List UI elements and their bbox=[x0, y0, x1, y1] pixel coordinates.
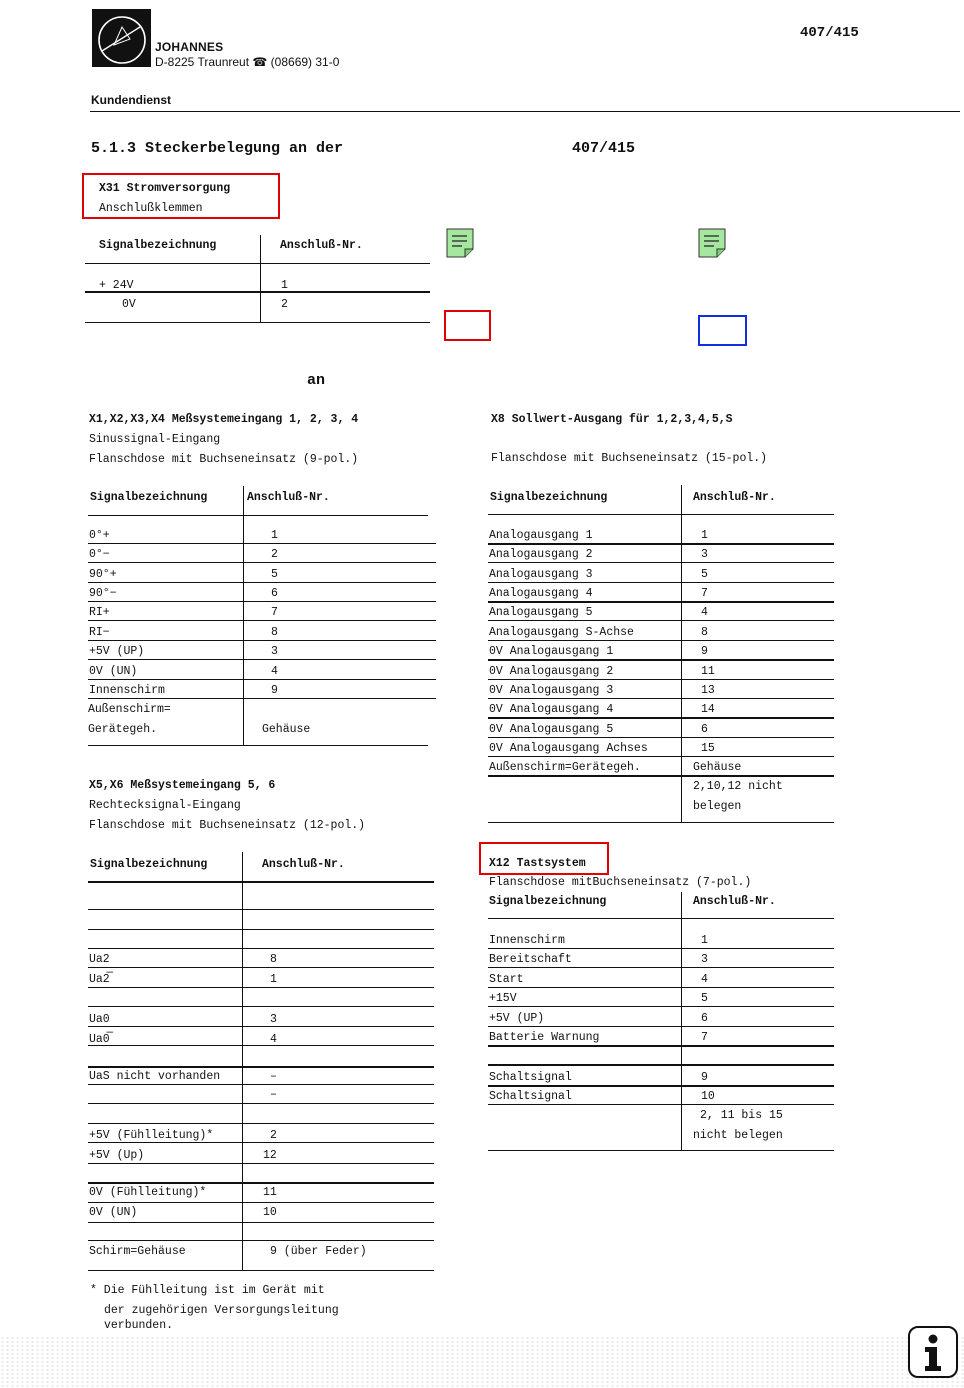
x8-rule bbox=[488, 601, 834, 603]
x8-rule bbox=[488, 775, 834, 777]
x8-rule bbox=[488, 582, 834, 583]
x31-column-divider bbox=[260, 235, 261, 323]
department-label: Kundendienst bbox=[91, 93, 171, 107]
x8-connector: Flanschdose mit Buchseneinsatz (15-pol.) bbox=[491, 452, 768, 465]
x8-row-pin: 8 bbox=[701, 626, 708, 639]
x5-rule bbox=[88, 1123, 434, 1124]
note-icon[interactable] bbox=[698, 228, 726, 258]
x1-rule bbox=[88, 582, 436, 583]
x5-row-signal: 0V (Fühlleitung)* bbox=[89, 1186, 207, 1199]
x8-rule bbox=[488, 659, 834, 661]
x1-row-signal: 90°− bbox=[89, 587, 117, 600]
note-icon[interactable] bbox=[446, 228, 474, 258]
x8-row-signal: Analogausgang S-Achse bbox=[489, 626, 634, 639]
x8-column-divider bbox=[681, 485, 682, 823]
x1-row-signal: 0V (UN) bbox=[89, 665, 138, 678]
x8-rule bbox=[488, 640, 834, 641]
x5-row-pin: 8 bbox=[270, 953, 277, 966]
x5-row-pin: 3 bbox=[270, 1013, 277, 1026]
x5-footnote: * Die Fühlleitung ist im Gerät mit bbox=[90, 1284, 325, 1297]
x5-row-pin: 12 bbox=[263, 1149, 277, 1162]
x5-col-pin: Anschluß-Nr. bbox=[262, 858, 345, 871]
x8-row-signal: Außenschirm=Gerätegeh. bbox=[489, 761, 641, 774]
x12-col-signal: Signalbezeichnung bbox=[489, 895, 607, 908]
x1-row-signal: 90°+ bbox=[89, 568, 117, 581]
x8-rule bbox=[488, 756, 834, 757]
x8-row-pin: 5 bbox=[701, 568, 708, 581]
x12-rule bbox=[488, 1026, 834, 1027]
x5-row-signal: Ua0̅ bbox=[89, 1033, 110, 1046]
x12-col-pin: Anschluß-Nr. bbox=[693, 895, 776, 908]
x1-rule bbox=[88, 601, 436, 602]
x5-column-divider bbox=[242, 852, 243, 1270]
x1-row-pin: 2 bbox=[271, 548, 278, 561]
x12-rule bbox=[488, 1150, 834, 1151]
x12-rule bbox=[488, 918, 834, 919]
stray-text: an bbox=[307, 372, 326, 389]
red-annotation-box[interactable] bbox=[444, 310, 491, 341]
x1-row-pin: 9 bbox=[271, 684, 278, 697]
x8-rule bbox=[488, 698, 834, 699]
x8-rule bbox=[488, 822, 834, 823]
x8-note: belegen bbox=[693, 800, 742, 813]
x8-row-signal: 0V Analogausgang 3 bbox=[489, 684, 614, 697]
x12-rule bbox=[488, 948, 834, 949]
x1-rule bbox=[88, 543, 436, 544]
x12-connector: Flanschdose mitBuchseneinsatz (7-pol.) bbox=[489, 876, 752, 889]
x5-rule bbox=[88, 1045, 434, 1046]
blue-annotation-box[interactable] bbox=[698, 315, 747, 346]
x1-rule bbox=[88, 698, 436, 699]
x8-row-signal: 0V Analogausgang 2 bbox=[489, 665, 614, 678]
x12-row-signal: Schaltsignal bbox=[489, 1071, 572, 1084]
x12-row-pin: 4 bbox=[701, 973, 708, 986]
x1-row-signal: RI+ bbox=[89, 606, 110, 619]
x12-row-signal: Bereitschaft bbox=[489, 953, 572, 966]
x8-row-pin: 11 bbox=[701, 665, 715, 678]
x12-rule bbox=[488, 1104, 834, 1105]
x12-rule bbox=[488, 1085, 834, 1087]
x8-row-signal: Analogausgang 4 bbox=[489, 587, 593, 600]
x8-row-signal: 0V Analogausgang 1 bbox=[489, 645, 614, 658]
x5-subtitle: Rechtecksignal-Eingang bbox=[89, 799, 241, 812]
x1-row-signal: 0°− bbox=[89, 548, 110, 561]
x5-row-signal: Schirm=Gehäuse bbox=[89, 1245, 186, 1258]
x5-title: X5,X6 Meßsystemeingang 5, 6 bbox=[89, 779, 276, 792]
x5-rule bbox=[88, 1103, 434, 1104]
x8-row-pin: 14 bbox=[701, 703, 715, 716]
x8-col-pin: Anschluß-Nr. bbox=[693, 491, 776, 504]
x5-row-pin: 9 (über Feder) bbox=[270, 1245, 367, 1258]
company-logo bbox=[92, 9, 151, 67]
x5-rule bbox=[88, 1006, 434, 1007]
x12-row-pin: 1 bbox=[701, 934, 708, 947]
x5-row-pin: 4 bbox=[270, 1033, 277, 1046]
x5-rule bbox=[88, 929, 434, 930]
x1-row-signal: RI− bbox=[89, 626, 110, 639]
x5-footnote: der zugehörigen Versorgungsleitung bbox=[104, 1304, 339, 1317]
x8-rule bbox=[488, 679, 834, 680]
x5-row-signal: Ua2 bbox=[89, 953, 110, 966]
x8-rule bbox=[488, 543, 834, 545]
section-model: 407/415 bbox=[572, 140, 636, 157]
x12-rule bbox=[488, 1006, 834, 1007]
x31-rule bbox=[85, 291, 430, 293]
x5-rule bbox=[88, 881, 434, 883]
x1-row-signal: Innenschirm bbox=[89, 684, 165, 697]
x12-column-divider bbox=[681, 892, 682, 1150]
x12-row-pin: 3 bbox=[701, 953, 708, 966]
x12-row-pin: 9 bbox=[701, 1071, 708, 1084]
x5-row-signal: 0V (UN) bbox=[89, 1206, 138, 1219]
x1-row-signal: +5V (UP) bbox=[89, 645, 145, 658]
x8-row-signal: Analogausgang 5 bbox=[489, 606, 593, 619]
x5-rule bbox=[88, 948, 434, 949]
x8-rule bbox=[488, 737, 834, 738]
x12-rule bbox=[488, 1045, 834, 1047]
x8-row-pin: 15 bbox=[701, 742, 715, 755]
x5-row-pin: 2 bbox=[270, 1129, 277, 1142]
x12-row-signal: +15V bbox=[489, 992, 517, 1005]
section-title: 5.1.3 Steckerbelegung an der bbox=[91, 140, 344, 157]
x31-title: X31 Stromversorgung bbox=[99, 182, 231, 195]
x1-col-signal: Signalbezeichnung bbox=[90, 491, 208, 504]
x5-col-signal: Signalbezeichnung bbox=[90, 858, 208, 871]
x5-row-pin: 1 bbox=[270, 973, 277, 986]
x5-row-pin: 10 bbox=[263, 1206, 277, 1219]
x1-rule bbox=[88, 679, 436, 680]
x5-row-signal: Ua0 bbox=[89, 1013, 110, 1026]
x8-row-signal: Analogausgang 3 bbox=[489, 568, 593, 581]
header-divider bbox=[90, 111, 960, 112]
x12-row-signal: Batterie Warnung bbox=[489, 1031, 600, 1044]
info-icon[interactable] bbox=[908, 1326, 958, 1378]
x1-row-pin: 5 bbox=[271, 568, 278, 581]
x1-title: X1,X2,X3,X4 Meßsystemeingang 1, 2, 3, 4 bbox=[89, 413, 359, 426]
x5-rule bbox=[88, 1202, 434, 1203]
x12-row-pin: 6 bbox=[701, 1012, 708, 1025]
x8-row-signal: Analogausgang 1 bbox=[489, 529, 593, 542]
x8-row-signal: 0V Analogausgang 4 bbox=[489, 703, 614, 716]
x1-row-pin: 7 bbox=[271, 606, 278, 619]
x12-row-pin: 10 bbox=[701, 1090, 715, 1103]
x1-row-pin: 4 bbox=[271, 665, 278, 678]
x8-rule bbox=[488, 562, 834, 563]
x12-row-signal: Innenschirm bbox=[489, 934, 565, 947]
x12-note: 2, 11 bis 15 bbox=[700, 1109, 783, 1122]
x8-row-pin: 3 bbox=[701, 548, 708, 561]
x12-row-signal: Schaltsignal bbox=[489, 1090, 572, 1103]
x5-rule bbox=[88, 1240, 434, 1241]
company-name: JOHANNES bbox=[155, 40, 224, 54]
x31-subtitle: Anschlußklemmen bbox=[99, 202, 203, 215]
x8-row-pin: 9 bbox=[701, 645, 708, 658]
x1-row-signal: Gerätegeh. bbox=[88, 723, 158, 736]
x31-row-pin: 2 bbox=[281, 298, 288, 311]
x5-row-signal: +5V (Up) bbox=[89, 1149, 145, 1162]
x8-row-pin: 7 bbox=[701, 587, 708, 600]
x5-row-pin: – bbox=[270, 1070, 277, 1083]
x12-row-signal: Start bbox=[489, 973, 524, 986]
x1-rule bbox=[88, 515, 428, 516]
x1-connector: Flanschdose mit Buchseneinsatz (9-pol.) bbox=[89, 453, 359, 466]
x8-row-pin: Gehäuse bbox=[693, 761, 742, 774]
x8-note: 2,10,12 nicht bbox=[693, 780, 783, 793]
x5-rule bbox=[88, 1066, 434, 1068]
x1-subtitle: Sinussignal-Eingang bbox=[89, 433, 221, 446]
x12-row-signal: +5V (UP) bbox=[489, 1012, 545, 1025]
x8-col-signal: Signalbezeichnung bbox=[490, 491, 608, 504]
x5-rule bbox=[88, 1084, 434, 1085]
x8-row-signal: 0V Analogausgang Achses bbox=[489, 742, 648, 755]
x12-note: nicht belegen bbox=[693, 1129, 783, 1142]
x12-rule bbox=[488, 987, 834, 988]
x1-column-divider bbox=[243, 486, 244, 746]
x5-row-signal: UaS nicht vorhanden bbox=[89, 1070, 221, 1083]
x8-title: X8 Sollwert-Ausgang für 1,2,3,4,5,S bbox=[491, 413, 733, 426]
x5-connector: Flanschdose mit Buchseneinsatz (12-pol.) bbox=[89, 819, 366, 832]
x5-rule bbox=[88, 967, 434, 968]
x5-rule bbox=[88, 1222, 434, 1223]
x5-rule bbox=[88, 1026, 434, 1027]
x1-row-signal: Außenschirm= bbox=[88, 703, 171, 716]
x5-row-pin: 11 bbox=[263, 1186, 277, 1199]
company-address: D-8225 Traunreut ☎ (08669) 31-0 bbox=[155, 55, 340, 69]
x1-rule bbox=[88, 562, 436, 563]
x5-row-signal: Ua2̅ bbox=[89, 973, 110, 986]
x31-row-signal: 0V bbox=[122, 298, 136, 311]
x1-rule bbox=[88, 745, 428, 746]
x12-row-pin: 7 bbox=[701, 1031, 708, 1044]
x8-row-pin: 13 bbox=[701, 684, 715, 697]
x1-row-pin: 3 bbox=[271, 645, 278, 658]
x31-row-signal: + 24V bbox=[99, 279, 134, 292]
x5-row-signal: +5V (Fühlleitung)* bbox=[89, 1129, 214, 1142]
document-number: 407/415 bbox=[800, 25, 859, 41]
x1-row-pin: 6 bbox=[271, 587, 278, 600]
x5-rule bbox=[88, 1270, 434, 1271]
x12-title: X12 Tastsystem bbox=[489, 857, 586, 870]
x5-rule bbox=[88, 1182, 434, 1184]
scan-noise bbox=[0, 1336, 964, 1388]
x1-rule bbox=[88, 620, 436, 621]
x1-col-pin: Anschluß-Nr. bbox=[247, 491, 330, 504]
x8-row-pin: 6 bbox=[701, 723, 708, 736]
x1-rule bbox=[88, 640, 436, 641]
x1-row-pin: 1 bbox=[271, 529, 278, 542]
x8-rule bbox=[488, 717, 834, 719]
x5-rule bbox=[88, 909, 434, 910]
x5-footnote: verbunden. bbox=[104, 1319, 174, 1332]
x12-row-pin: 5 bbox=[701, 992, 708, 1005]
x8-row-signal: Analogausgang 2 bbox=[489, 548, 593, 561]
x1-row-pin: 8 bbox=[271, 626, 278, 639]
x8-rule bbox=[488, 514, 834, 515]
x5-row-pin: – bbox=[270, 1088, 277, 1101]
x5-rule bbox=[88, 987, 434, 988]
x8-rule bbox=[488, 620, 834, 621]
x12-rule bbox=[488, 1064, 834, 1066]
x31-row-pin: 1 bbox=[281, 279, 288, 292]
x31-rule bbox=[85, 322, 430, 323]
x8-row-signal: 0V Analogausgang 5 bbox=[489, 723, 614, 736]
x31-rule bbox=[85, 263, 430, 264]
x8-row-pin: 1 bbox=[701, 529, 708, 542]
x12-rule bbox=[488, 967, 834, 968]
x1-row-pin: Gehäuse bbox=[262, 723, 311, 736]
x1-rule bbox=[88, 659, 436, 660]
x31-col-signal: Signalbezeichnung bbox=[99, 239, 217, 252]
x1-row-signal: 0°+ bbox=[89, 529, 110, 542]
x8-row-pin: 4 bbox=[701, 606, 708, 619]
x31-col-pin: Anschluß-Nr. bbox=[280, 239, 363, 252]
x5-rule bbox=[88, 1163, 434, 1164]
